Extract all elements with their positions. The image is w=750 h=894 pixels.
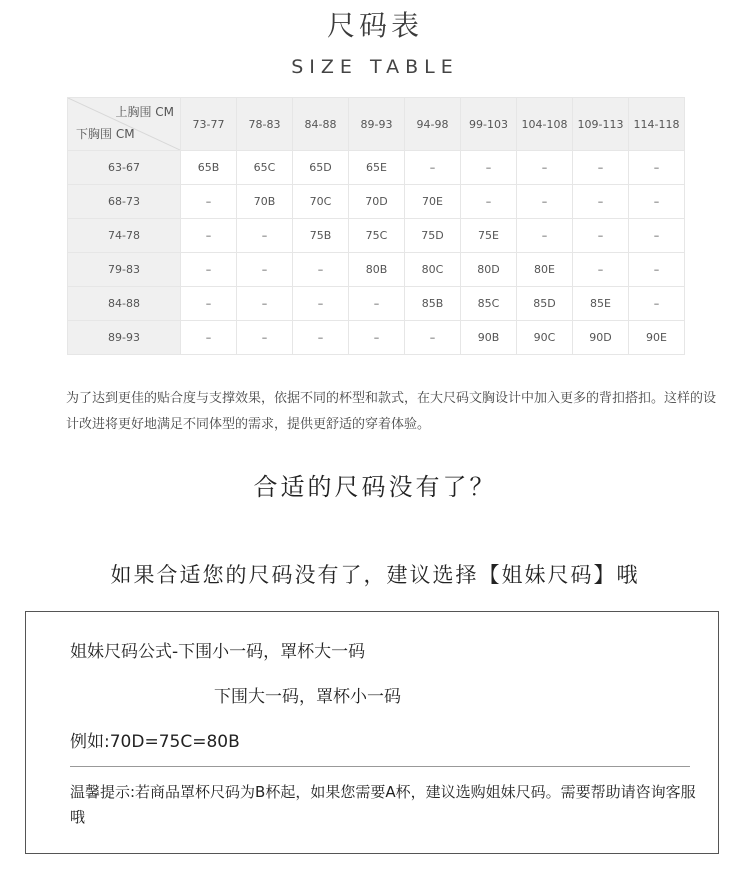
table-cell: – — [629, 253, 685, 287]
table-row — [68, 287, 685, 321]
table-cell: – — [405, 151, 461, 185]
divider — [70, 766, 690, 767]
table-cell: – — [629, 185, 685, 219]
column-header: 109-113 — [573, 98, 629, 151]
description-text: 为了达到更佳的贴合度与支撑效果，依据不同的杯型和款式，在大尺码文胸设计中加入更多的背扣搭扣。这样的设计改进将更好地满足不同体型的需求，提供更舒适的穿着体验。 — [66, 391, 717, 432]
table-cell: – — [573, 253, 629, 287]
table-header-row — [68, 98, 685, 151]
table-cell: – — [237, 253, 293, 287]
table-cell: – — [237, 287, 293, 321]
table-cell: – — [237, 321, 293, 355]
sister-size-box — [25, 611, 719, 854]
formula-line-2: 下围大一码，罩杯小一码 — [214, 687, 401, 707]
row-header: 84-88 — [68, 287, 181, 321]
table-row — [68, 219, 685, 253]
column-header: 89-93 — [349, 98, 405, 151]
table-cell: – — [573, 151, 629, 185]
table-cell: – — [629, 151, 685, 185]
table-cell: 70E — [405, 185, 461, 219]
row-header: 63-67 — [68, 151, 181, 185]
table-cell: – — [293, 253, 349, 287]
question-heading: 合适的尺码没有了？ — [253, 473, 497, 501]
table-cell: – — [629, 219, 685, 253]
row-header: 68-73 — [68, 185, 181, 219]
table-cell: – — [181, 287, 237, 321]
column-header: 78-83 — [237, 98, 293, 151]
table-cell: 65E — [349, 151, 405, 185]
table-cell: – — [181, 321, 237, 355]
table-cell: 80E — [517, 253, 573, 287]
table-cell: 70C — [293, 185, 349, 219]
table-cell: 85B — [405, 287, 461, 321]
column-header: 84-88 — [293, 98, 349, 151]
table-cell: – — [349, 287, 405, 321]
example-text: 例如:70D=75C=80B — [70, 732, 240, 752]
table-cell: 90E — [629, 321, 685, 355]
column-header: 73-77 — [181, 98, 237, 151]
table-cell: 75E — [461, 219, 517, 253]
table-cell: 80D — [461, 253, 517, 287]
table-cell: – — [293, 321, 349, 355]
table-cell: – — [293, 287, 349, 321]
column-header: 94-98 — [405, 98, 461, 151]
size-table — [67, 97, 685, 355]
table-cell: 80C — [405, 253, 461, 287]
table-cell: 65D — [293, 151, 349, 185]
table-cell: – — [237, 219, 293, 253]
row-header: 89-93 — [68, 321, 181, 355]
row-header: 74-78 — [68, 219, 181, 253]
table-cell: – — [461, 185, 517, 219]
table-cell: – — [461, 151, 517, 185]
table-cell: 65B — [181, 151, 237, 185]
table-cell: 65C — [237, 151, 293, 185]
column-header: 114-118 — [629, 98, 685, 151]
column-header: 99-103 — [461, 98, 517, 151]
table-cell: – — [517, 151, 573, 185]
tip-text: 温馨提示:若商品罩杯尺码为B杯起，如果您需要A杯，建议选购姐妹尺码。需要帮助请咨询客服哦 — [70, 783, 696, 826]
table-corner-header — [68, 98, 181, 151]
page-subtitle: SIZE TABLE — [291, 56, 459, 78]
table-cell: – — [517, 219, 573, 253]
table-row — [68, 185, 685, 219]
table-cell: 90D — [573, 321, 629, 355]
table-cell: – — [573, 185, 629, 219]
table-cell: – — [181, 219, 237, 253]
table-cell: 80B — [349, 253, 405, 287]
column-header: 104-108 — [517, 98, 573, 151]
corner-bottom-label: 下胸围 CM — [76, 127, 135, 141]
table-cell: 90C — [517, 321, 573, 355]
table-cell: 75C — [349, 219, 405, 253]
table-cell: – — [517, 185, 573, 219]
table-cell: 85D — [517, 287, 573, 321]
table-cell: – — [181, 185, 237, 219]
table-cell: 85E — [573, 287, 629, 321]
table-cell: – — [573, 219, 629, 253]
table-cell: 75D — [405, 219, 461, 253]
page-title: 尺码表 — [326, 9, 423, 42]
table-cell: 70B — [237, 185, 293, 219]
table-cell: – — [405, 321, 461, 355]
table-row — [68, 253, 685, 287]
suggestion-text: 如果合适您的尺码没有了，建议选择【姐妹尺码】哦 — [110, 563, 640, 587]
table-cell: – — [629, 287, 685, 321]
table-row — [68, 321, 685, 355]
table-cell: 90B — [461, 321, 517, 355]
formula-line-1: 姐妹尺码公式-下围小一码，罩杯大一码 — [70, 642, 366, 662]
table-cell: 75B — [293, 219, 349, 253]
table-cell: 85C — [461, 287, 517, 321]
table-cell: 70D — [349, 185, 405, 219]
corner-top-label: 上胸围 CM — [115, 105, 174, 119]
table-cell: – — [181, 253, 237, 287]
table-row — [68, 151, 685, 185]
row-header: 79-83 — [68, 253, 181, 287]
table-cell: – — [349, 321, 405, 355]
